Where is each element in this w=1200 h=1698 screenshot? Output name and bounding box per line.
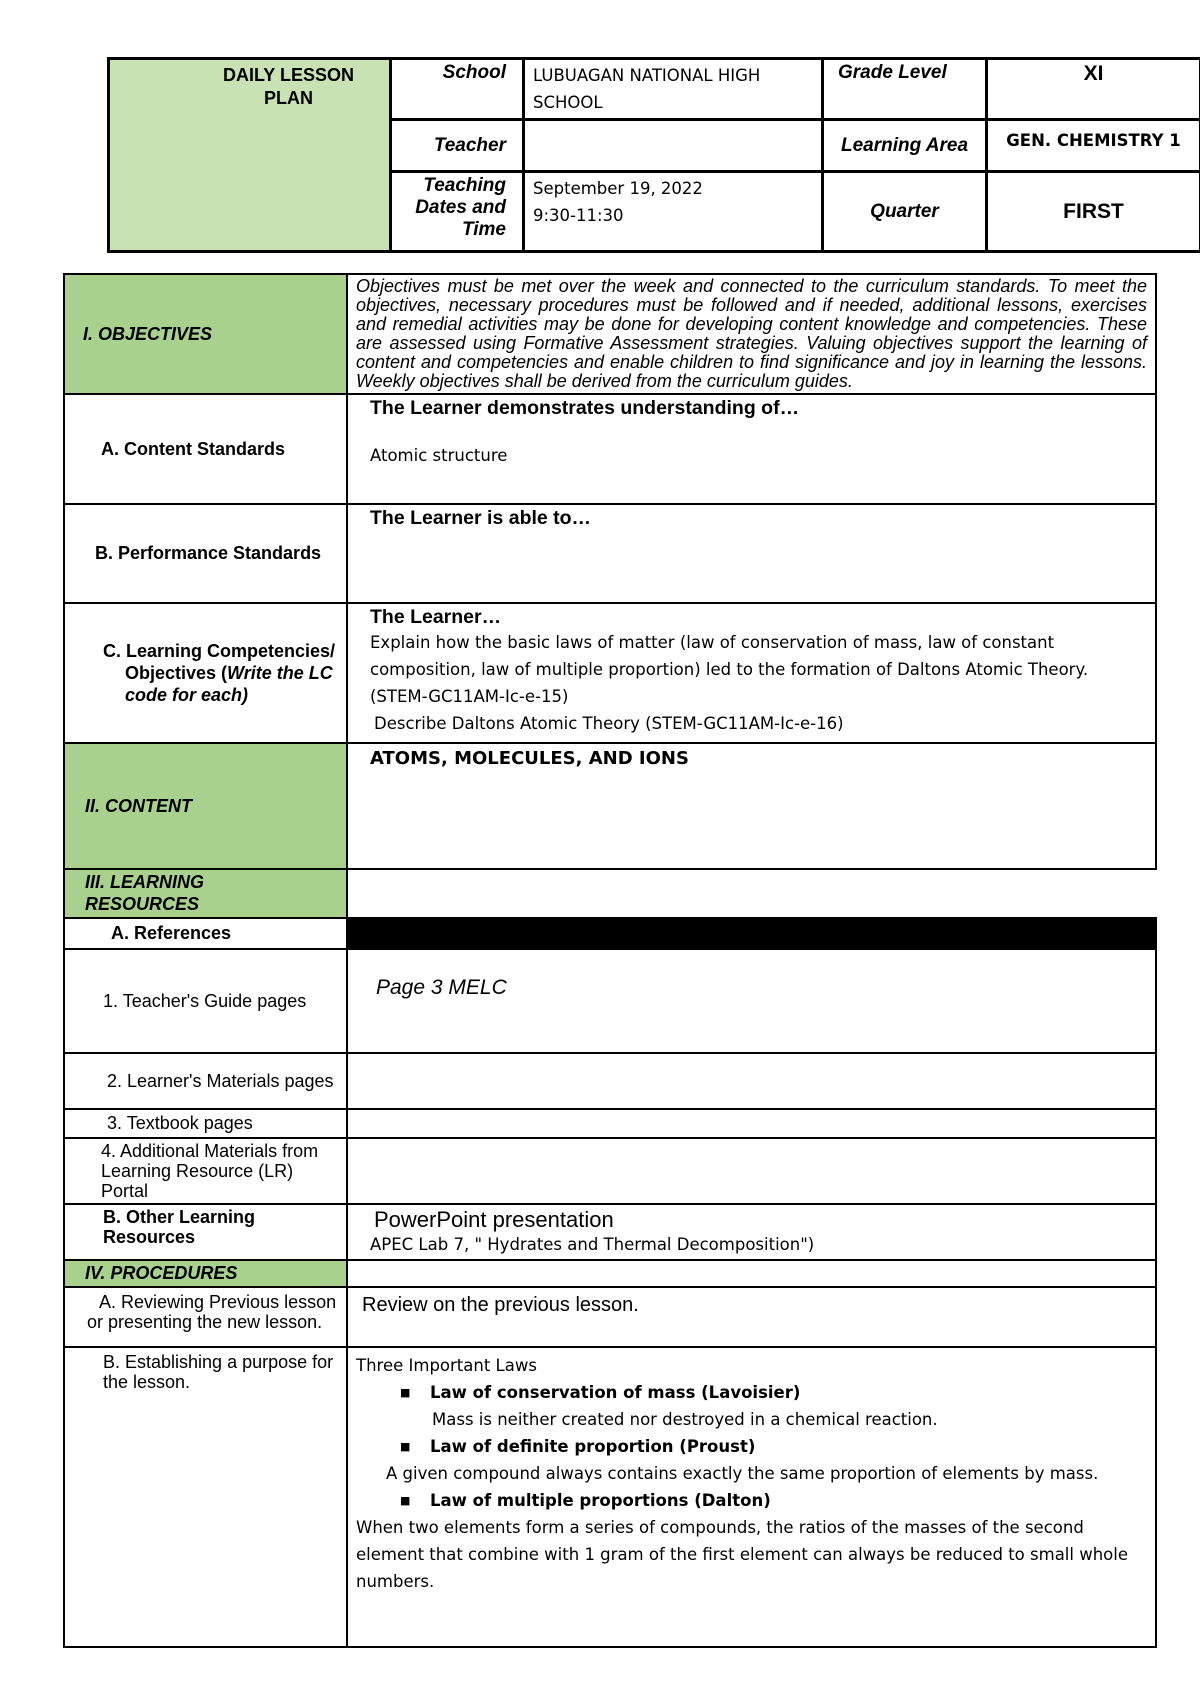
performance-standards-heading: The Learner is able to… (370, 507, 592, 529)
reviewing-value: Review on the previous lesson. (347, 1287, 1156, 1347)
other-resources-label-text: B. Other Learning Resources (103, 1207, 256, 1247)
quarter-value: FIRST (987, 172, 1200, 252)
performance-standards-cell (347, 504, 1156, 603)
grade-level-value: XI (987, 59, 1200, 120)
references-label: A. References (64, 918, 347, 949)
procedures-heading: IV. PROCEDURES (64, 1260, 347, 1287)
content-value: ATOMS, MOLECULES, AND IONS (347, 743, 1156, 869)
content-standards-row (64, 394, 1156, 504)
laws-list-2 (356, 1433, 1147, 1460)
purpose-intro: Three Important Laws (356, 1356, 537, 1375)
resources-row (64, 869, 1156, 918)
competencies-label-line1: C. Learning Competencies/ (103, 641, 336, 661)
competencies-text-2: Describe Daltons Atomic Theory (STEM-GC11AM-Ic-e-16) (374, 714, 844, 733)
additional-materials-row (64, 1138, 1156, 1204)
law2-title: ■ Law of definite proportion (Proust) (356, 1433, 1147, 1460)
laws-list-3 (356, 1487, 1147, 1514)
lesson-plan-body (63, 273, 1157, 1648)
law2-text: A given compound always contains exactly the same proportion of elements by mass. (386, 1464, 1099, 1483)
learning-area-value: GEN. CHEMISTRY 1 (987, 120, 1200, 172)
teaching-dates-value (524, 172, 823, 252)
plan-title-text: DAILY LESSON PLAN (222, 65, 355, 108)
teacher-label: Teacher (391, 120, 524, 172)
teachers-guide-value: Page 3 MELC (347, 949, 1156, 1053)
learners-materials-row (64, 1053, 1156, 1109)
laws-list (356, 1379, 1147, 1406)
teaching-dates-label-text: Teaching Dates and Time (415, 175, 506, 240)
law1-text: Mass is neither created nor destroyed in a chemical reaction. (432, 1410, 938, 1429)
resources-heading (64, 869, 347, 918)
law3-text: When two elements form a series of compounds, the ratios of the masses of the second element that combine with 1 gram of the first element can always be reduced to small whole numbers. (356, 1518, 1129, 1591)
teaching-dates-label (391, 172, 524, 252)
objectives-heading: I. OBJECTIVES (64, 274, 347, 394)
content-heading: II. CONTENT (64, 743, 347, 869)
references-row (64, 918, 1156, 949)
objectives-row (64, 274, 1156, 394)
other-resources-cell (347, 1204, 1156, 1260)
textbook-value (347, 1109, 1156, 1138)
other-resources-label (64, 1204, 347, 1260)
grade-level-label: Grade Level (823, 59, 987, 120)
quarter-label: Quarter (823, 172, 987, 252)
content-standards-heading: The Learner demonstrates understanding of… (370, 397, 800, 419)
purpose-label (64, 1347, 347, 1647)
objectives-note: Objectives must be met over the week and connected to the curriculum standards. To meet the objectives, necessary procedures must be followed and if needed, additional lessons, exercises and remedial activities may be done for developing content knowledge and competencies. These are assessed using Formative Assessment strategies. Valuing objectives support the learning of content and competencies and enable children to find significance and joy in learning the lessons. Weekly objectives shall be derived from the curriculum guides. (347, 274, 1156, 394)
plan-title (109, 59, 391, 252)
performance-standards-row (64, 504, 1156, 603)
content-row (64, 743, 1156, 869)
competencies-label-line2: Objectives ( (125, 663, 228, 683)
other-resources-value-1: PowerPoint presentation (374, 1207, 614, 1232)
time-value: 9:30-11:30 (533, 206, 624, 225)
competencies-cell (347, 603, 1156, 743)
school-value: LUBUAGAN NATIONAL HIGH SCHOOL (524, 59, 823, 120)
resources-empty (347, 869, 1156, 918)
learners-materials-label: 2. Learner's Materials pages (64, 1053, 347, 1109)
additional-materials-label (64, 1138, 347, 1204)
teachers-guide-row (64, 949, 1156, 1053)
school-label: School (391, 59, 524, 120)
lesson-plan-header (107, 57, 1200, 253)
reviewing-label: A. Reviewing Previous lesson or presenting the new lesson. (64, 1287, 347, 1347)
teachers-guide-label: 1. Teacher's Guide pages (64, 949, 347, 1053)
competencies-row (64, 603, 1156, 743)
purpose-cell (347, 1347, 1156, 1647)
reviewing-row (64, 1287, 1156, 1347)
law3-title: ■ Law of multiple proportions (Dalton) (356, 1487, 1147, 1514)
resources-heading-text: III. LEARNING RESOURCES (85, 872, 205, 914)
textbook-label: 3. Textbook pages (64, 1109, 347, 1138)
competencies-label-line3: Write the LC code for each) (125, 663, 333, 705)
learning-area-label: Learning Area (823, 120, 987, 172)
competencies-label (64, 603, 347, 743)
other-resources-value-2: APEC Lab 7, " Hydrates and Thermal Decomposition") (370, 1235, 815, 1254)
learners-materials-value (347, 1053, 1156, 1109)
procedures-empty (347, 1260, 1156, 1287)
additional-materials-value (347, 1138, 1156, 1204)
content-standards-cell (347, 394, 1156, 504)
procedures-row (64, 1260, 1156, 1287)
law1-title: ■ Law of conservation of mass (Lavoisier) (356, 1379, 1147, 1406)
references-bar (347, 918, 1156, 949)
textbook-row (64, 1109, 1156, 1138)
purpose-label-text: B. Establishing a purpose for the lesson. (103, 1352, 334, 1392)
content-standards-label: A. Content Standards (64, 394, 347, 504)
additional-materials-label-text: 4. Additional Materials from Learning Resource (LR) Portal (101, 1141, 319, 1201)
date-value: September 19, 2022 (533, 179, 703, 198)
teacher-value (524, 120, 823, 172)
performance-standards-label: B. Performance Standards (64, 504, 347, 603)
purpose-row (64, 1347, 1156, 1647)
other-resources-row (64, 1204, 1156, 1260)
competencies-heading: The Learner… (370, 606, 502, 628)
competencies-text: Explain how the basic laws of matter (law of conservation of mass, law of constant composition, law of multiple proportion) led to the formation of Daltons Atomic Theory. (STEM-GC11AM-Ic-e-15) (370, 633, 1089, 706)
content-standards-value: Atomic structure (370, 446, 508, 465)
